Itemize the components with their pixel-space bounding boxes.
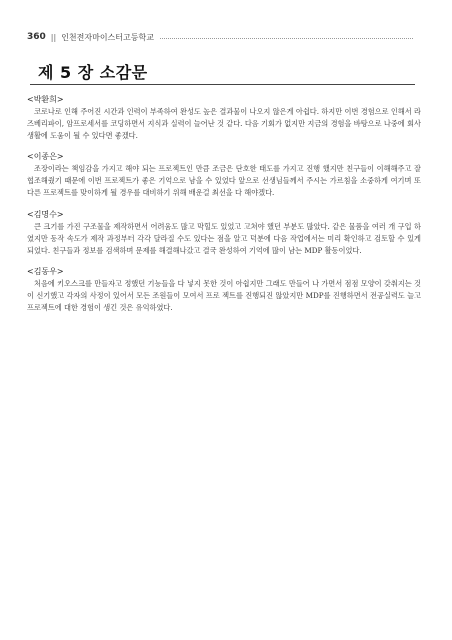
author-name: <김동우> bbox=[27, 266, 64, 276]
author-name: <김명수> bbox=[27, 209, 64, 219]
reflection-section bbox=[27, 151, 421, 199]
header-leader-dots bbox=[160, 37, 413, 39]
title-rule bbox=[30, 84, 415, 85]
reflection-text: 코로나로 인해 주어진 시간과 인력이 부족하여 완성도 높은 결과물이 나오지 않은게 아쉽다. 하지만 이번 경험으로 인해서 라즈베리파이, 암프로세서를 코딩하면서 지식과 실력이 늘어난 것 같다. 다음 기회가 없지만 지금의 경험을 바탕으로 나중에 회사생활에 도움이 될 수 있다면 좋겠다. bbox=[27, 107, 421, 141]
author-name: <이종은> bbox=[27, 152, 64, 162]
reflection-text: 처음에 키오스크를 만들자고 정했던 기능들을 다 넣지 못한 것이 아쉽지만 그래도 만들어 나 가면서 점점 모양이 갖춰지는 것이 신기했고 각자의 사정이 있어서 모든 조원들이 모여서 프로 젝트를 진행되진 않았지만 MDP를 진행하면서 전공실력도 늘고 프로젝트에 대한 경험이 생긴 것은 유익하였다. bbox=[27, 278, 421, 313]
reflection-section bbox=[27, 266, 421, 314]
reflection-section bbox=[27, 209, 421, 257]
page-number: 360 bbox=[27, 32, 46, 42]
running-header bbox=[27, 30, 413, 44]
reflection-content bbox=[27, 94, 421, 323]
reflection-text: 조장이라는 책임감을 가지고 해야 되는 프로젝트인 만큼 조금은 단호한 태도를 가지고 진행 했지만 친구들이 이해해주고 잘 협조해줬기 때문에 이번 프로젝트가 좋은 기억으로 남을 수 있었다 앞으로 선생님들께서 주시는 가르침을 소중하게 여기며 또 다른 프로젝트를 맞이하게 될 경우를 대비하기 위해 배운걸 최선을 다 해야겠다. bbox=[27, 164, 421, 198]
reflection-text: 큰 크기를 가진 구조물을 제작하면서 어려움도 많고 막힐도 있었고 고쳐야 했던 부분도 많았다. 같은 물품을 여러 개 구입 하였지만 동작 속도가 제작 과정부터 각각 달라질 수도 있다는 점을 알고 덕분에 다음 작업에서는 미리 확인하고 검토할 수 있게 되었다. 친구들과 정보를 검색하며 문제를 해결해나갔고 결국 완성하여 기억에 많이 남는 MDP 활동이었다. bbox=[27, 221, 421, 255]
header-separator: || bbox=[50, 32, 57, 42]
school-name: 인천전자마이스터고등학교 bbox=[61, 32, 154, 42]
chapter-title: 제 5 장 소감문 bbox=[38, 63, 148, 82]
reflection-section bbox=[27, 94, 421, 142]
author-name: <박환희> bbox=[27, 95, 64, 104]
